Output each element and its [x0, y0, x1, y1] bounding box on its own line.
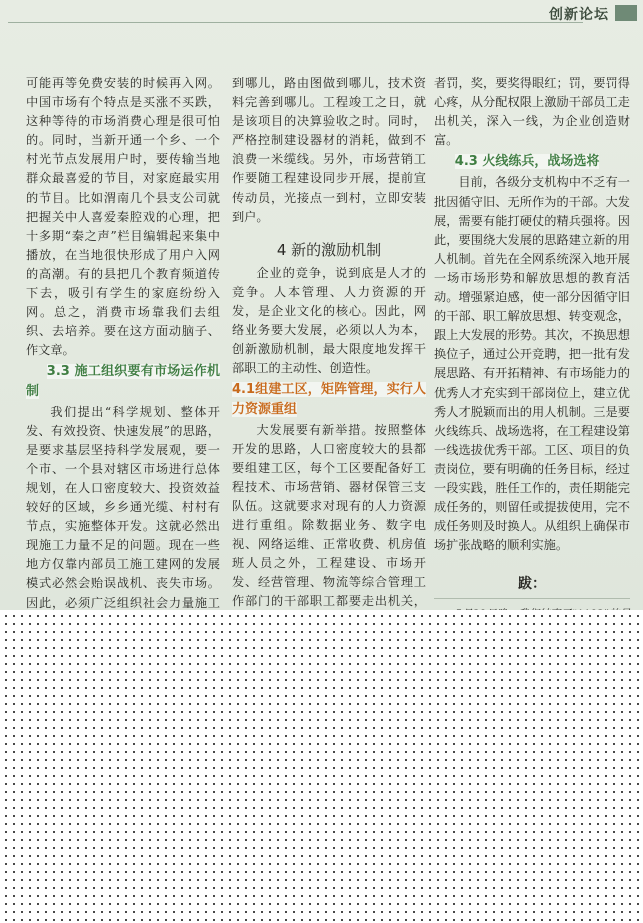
- page-header: [0, 0, 643, 30]
- afterword-title: 跋：: [518, 576, 546, 593]
- heading-4-3: 4.3 火线练兵，战场选将: [454, 154, 600, 170]
- header-rule: [8, 22, 583, 23]
- col2-paragraph-2: 企业的竞争，说到底是人才的竞争。人本管理、人力资源的开发，是企业文化的核心。因此，网络业务要大发展，必须以人为本，创新激励机制，最大限度地发挥干部职工的主动性、创造性。: [232, 265, 426, 376]
- col1-paragraph-1: 可能再等免费安装的时候再入网。中国市场有个特点是买涨不买跌，这种等待的市场消费心理是很可怕的。同时，当新开通一个乡、一个村光节点发展用户时，要传输当地群众最喜爱的节目，对家庭最实用的节目。比如渭南几个县支公司就把握关中人喜爱秦腔戏的心理，把十多期“秦之声”栏目编辑起来集中播放，在当地很快形成了用户入网的高潮。有的县把几个教育频道传下去，吸引有学生的家庭纷纷入网。总之，消费市场靠我们去组织、去培养。要在这方面动脑子、作文章。: [26, 76, 220, 358]
- heading-3-3: 3.3 施工组织要有市场运作机制: [26, 364, 220, 399]
- col2-paragraph-1: 到哪儿，路由图做到哪儿，技术资料完善到哪儿。工程竣工之日，就是该项目的决算验收之时。同时，严格控制建设器材的消耗，做到不浪费一米缆线。另外，市场营销工作要随工程建设同步开展，提前宣传动员，光接点一到村，立即安装到户。: [232, 76, 426, 224]
- afterword-rule: [434, 598, 630, 599]
- column-1: [26, 74, 220, 670]
- col1-paragraph-2: 我们提出“科学规划、整体开发、有效投资、快速发展”的思路，是要求基层坚持科学发展观，要一个市、一个县对辖区市场进行总体规划，在人口密度较大、投资效益较好的区域，乡乡通光缆、村村有节点，实施整体开发。这就必然出现施工力量不足的问题。现在一些地方仅靠内部员工施工建网的发展模式必然会贻误战机、丧失市场。因此，必须广泛组织社会力量施工: [26, 404, 220, 610]
- header-color-block: [615, 5, 637, 21]
- section-title: 创新论坛: [549, 7, 609, 23]
- col3-paragraph-2: 目前，各级分支机构中不乏有一批因循守旧、无所作为的干部。大发展，需要有能打硬仗的精兵强将。因此，要围绕大发展的思路建立新的用人机制。首先在全网系统深入地开展一场市场形势和解放思想的教育活动。增强紧迫感，使一部分因循守旧的干部、职工解放思想、转变观念，跟上大发展的形势。其次，不换思想换位子，通过公开竞聘，把一批有发展思路、有开拓精神、有市场能力的优秀人才充实到干部岗位上，建立优秀人才脱颖而出的用人机制。三是要火线练兵、战场选将，在工程建设第一线选拔优秀干部。工区、项目的负责岗位，要有明确的任务目标，经过一段实践，胜任工作的，责任期能完成任务的，则留任或提拔使用，完不成任务则及时换人。从组织上确保市场扩张战略的顺利实施。: [434, 175, 630, 553]
- heading-4-1: 4.1组建工区，矩阵管理，实行人力资源重组: [232, 382, 426, 417]
- heading-4: 4 新的激励机制: [276, 240, 382, 259]
- col3-paragraph-1: 者罚，奖，要奖得眼红；罚，要罚得心疼，从分配权限上激励干部员工走出机关，深入一线，为企业创造财富。: [434, 76, 630, 148]
- col2-paragraph-3: 大发展要有新举措。按照整体开发的思路，人口密度较大的县都要组建工区，每个工区要配备好工程技术、市场营销、器材保管三支队伍。这就要求对现有的人力资源进行重组。除数据业务、数字电视、网络运维、正常收费、机房值班人员之外，工程建设、市场开发、经营管理、物流等综合管理工作部门的干部职工都要走出机关，: [232, 422, 426, 609]
- dot-pattern-area: [0, 610, 643, 923]
- column-2: [232, 74, 426, 669]
- column-3: [434, 74, 630, 662]
